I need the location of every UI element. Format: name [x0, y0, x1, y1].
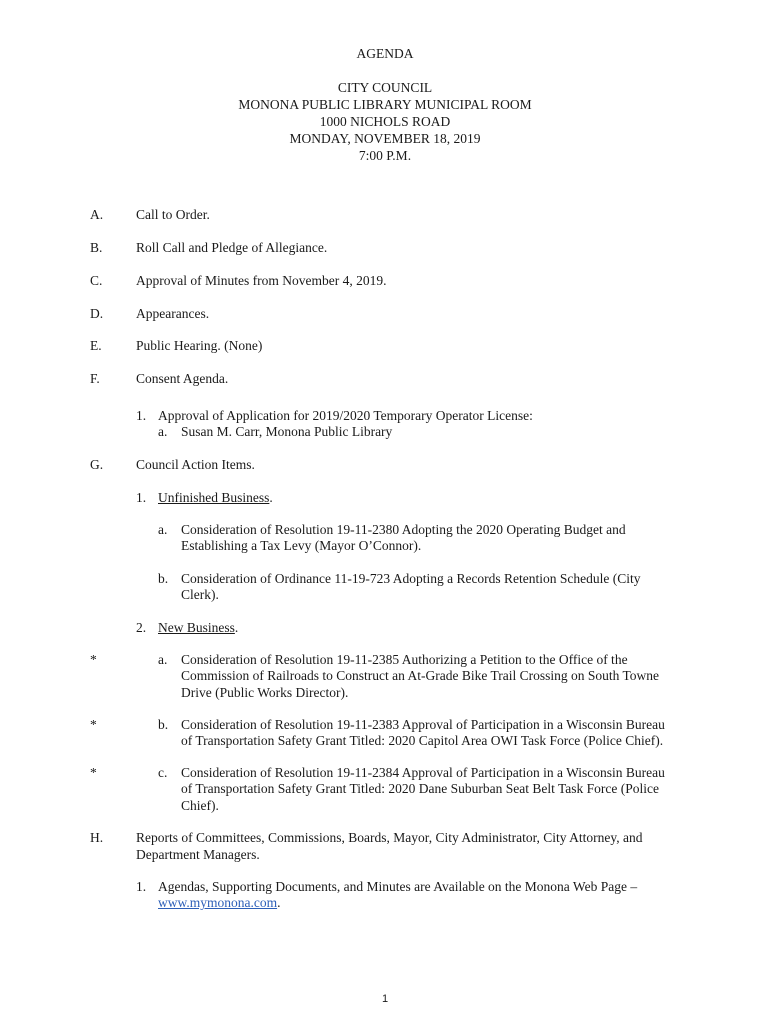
item-letter-d: D.	[90, 306, 104, 321]
g-unfinished-heading: Unfinished Business.	[158, 490, 273, 505]
f-sub1-number: 1.	[136, 408, 147, 423]
item-letter-b: B.	[90, 240, 103, 255]
h-sub1-line-2: www.mymonona.com.	[158, 895, 281, 910]
nc-letter: c.	[158, 765, 168, 780]
ub-letter: b.	[158, 571, 169, 586]
g-unfinished-number: 1.	[136, 490, 147, 505]
item-text-c: Approval of Minutes from November 4, 2019.	[136, 273, 387, 288]
ua-letter: a.	[158, 522, 168, 537]
header-location: MONONA PUBLIC LIBRARY MUNICIPAL ROOM	[238, 97, 532, 112]
h-line-1: Reports of Committees, Commissions, Boards, Mayor, City Administrator, City Attorney, and	[136, 830, 643, 845]
page-number: 1	[381, 993, 389, 1005]
f-sub1a-letter: a.	[158, 424, 168, 439]
na-star: *	[90, 652, 97, 667]
f-sub1a-text: Susan M. Carr, Monona Public Library	[181, 424, 393, 439]
header-address: 1000 NICHOLS ROAD	[319, 114, 451, 129]
new-business-label: New Business	[158, 620, 235, 635]
item-text-d: Appearances.	[136, 306, 210, 321]
item-letter-h: H.	[90, 830, 104, 845]
ua-line-1: Consideration of Resolution 19-11-2380 Adopting the 2020 Operating Budget and	[181, 522, 626, 537]
item-text-e: Public Hearing. (None)	[136, 338, 263, 353]
item-letter-e: E.	[90, 338, 102, 353]
h-sub1-line-1: Agendas, Supporting Documents, and Minutes are Available on the Monona Web Page –	[158, 879, 638, 894]
header-body: CITY COUNCIL	[337, 80, 433, 95]
g-new-number: 2.	[136, 620, 147, 635]
item-text-g: Council Action Items.	[136, 457, 255, 472]
ua-line-2: Establishing a Tax Levy (Mayor O’Connor).	[181, 538, 422, 553]
f-sub1-text: Approval of Application for 2019/2020 Temporary Operator License:	[158, 408, 533, 423]
item-text-b: Roll Call and Pledge of Allegiance.	[136, 240, 328, 255]
nc-line-1: Consideration of Resolution 19-11-2384 Approval of Participation in a Wisconsin Bureau	[181, 765, 665, 780]
monona-web-link[interactable]: www.mymonona.com	[158, 895, 278, 910]
header-agenda: AGENDA	[356, 46, 414, 61]
nb-letter: b.	[158, 717, 169, 732]
nb-star: *	[90, 717, 97, 732]
item-letter-a: A.	[90, 207, 104, 222]
na-line-3: Drive (Public Works Director).	[181, 685, 349, 700]
nc-star: *	[90, 765, 97, 780]
na-line-2: Commission of Railroads to Construct an At-Grade Bike Trail Crossing on South Towne	[181, 668, 660, 683]
na-line-1: Consideration of Resolution 19-11-2385 Authorizing a Petition to the Office of the	[181, 652, 628, 667]
nc-line-2: of Transportation Safety Grant Titled: 2020 Dane Suburban Seat Belt Task Force (Police	[181, 781, 660, 796]
ub-line-1: Consideration of Ordinance 11-19-723 Adopting a Records Retention Schedule (City	[181, 571, 641, 586]
nb-line-1: Consideration of Resolution 19-11-2383 Approval of Participation in a Wisconsin Bureau	[181, 717, 665, 732]
item-letter-c: C.	[90, 273, 103, 288]
h-sub1-number: 1.	[136, 879, 147, 894]
unfinished-business-label: Unfinished Business	[158, 490, 270, 505]
h-line-2: Department Managers.	[136, 847, 260, 862]
header-date: MONDAY, NOVEMBER 18, 2019	[289, 131, 481, 146]
item-text-f: Consent Agenda.	[136, 371, 229, 386]
nb-line-2: of Transportation Safety Grant Titled: 2020 Capitol Area OWI Task Force (Police Chief).	[181, 733, 664, 748]
nc-line-3: Chief).	[181, 798, 219, 813]
item-letter-f: F.	[90, 371, 100, 386]
header-time: 7:00 P.M.	[358, 148, 412, 163]
item-text-a: Call to Order.	[136, 207, 210, 222]
g-new-heading: New Business.	[158, 620, 239, 635]
item-letter-g: G.	[90, 457, 104, 472]
ub-line-2: Clerk).	[181, 587, 219, 602]
na-letter: a.	[158, 652, 168, 667]
